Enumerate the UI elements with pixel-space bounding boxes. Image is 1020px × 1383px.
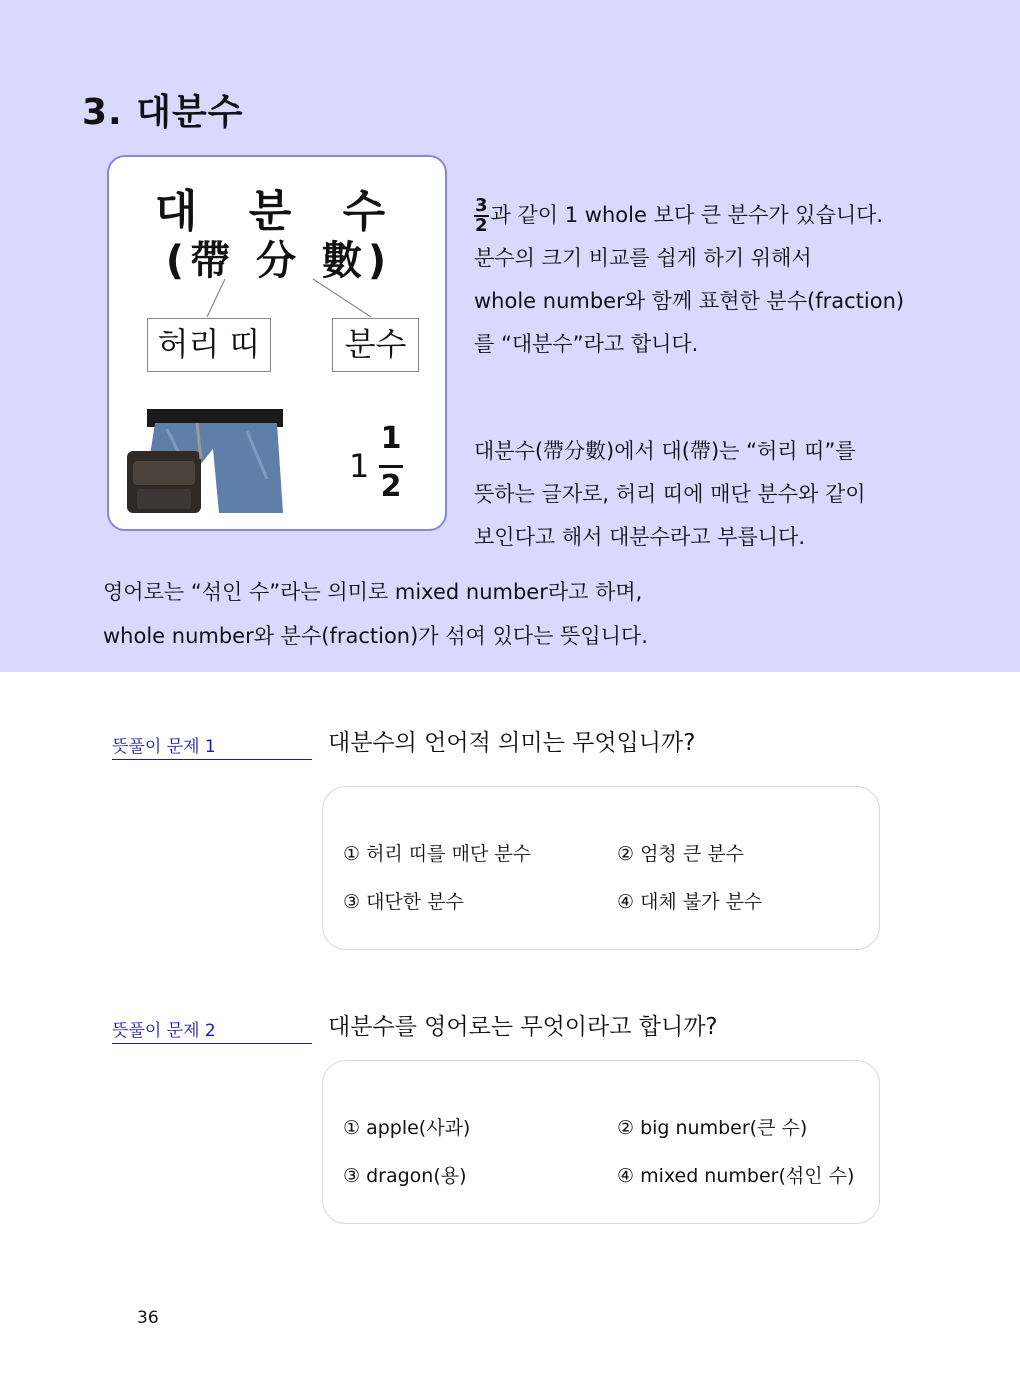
inline-fraction-numerator: 3 <box>475 195 488 216</box>
mixed-number-whole: 1 <box>349 447 370 485</box>
question-1-choice-3[interactable]: ③ 대단한 분수 <box>343 891 464 913</box>
label-belt: 허리 띠 <box>147 318 271 372</box>
question-2-text: 대분수를 영어로는 무엇이라고 합니까? <box>328 1014 718 1040</box>
question-1-choice-4[interactable]: ④ 대체 불가 분수 <box>617 891 763 913</box>
section-title: 3. 대분수 <box>82 92 244 133</box>
mixed-number-example <box>349 421 429 507</box>
fraction-bar <box>379 465 403 468</box>
question-1-text: 대분수의 언어적 의미는 무엇입니까? <box>328 730 696 756</box>
question-2-choice-3[interactable]: ③ dragon(용) <box>343 1165 467 1187</box>
english-line-1: 영어로는 “섞인 수”라는 의미로 mixed number라고 하며, <box>103 580 643 604</box>
intro-line-2: 분수의 크기 비교를 쉽게 하기 위해서 <box>474 246 812 270</box>
concept-card <box>107 155 447 531</box>
belt-pouch-image <box>127 409 283 513</box>
term-hanja: (帶 分 數) <box>165 238 393 284</box>
inline-fraction-denominator: 2 <box>475 215 488 236</box>
intro-line-1 <box>474 194 904 237</box>
origin-line-2: 뜻하는 글자로, 허리 띠에 매단 분수와 같이 <box>474 482 866 506</box>
question-2-choice-1[interactable]: ① apple(사과) <box>343 1117 471 1139</box>
label-fraction: 분수 <box>332 318 419 372</box>
mixed-number-numerator: 1 <box>380 421 402 456</box>
question-1-label: 뜻풀이 문제 1 <box>112 732 312 760</box>
question-2-label: 뜻풀이 문제 2 <box>112 1016 312 1044</box>
mixed-number-denominator: 2 <box>380 469 402 504</box>
english-line-2: whole number와 분수(fraction)가 섞여 있다는 뜻입니다. <box>103 624 648 648</box>
intro-line-4: 를 “대분수”라고 합니다. <box>474 332 699 356</box>
question-2-choice-2[interactable]: ② big number(큰 수) <box>617 1117 808 1139</box>
question-1-choices <box>322 786 880 950</box>
term-korean: 대 분 수 <box>154 186 404 237</box>
intro-line-3: whole number와 함께 표현한 분수(fraction) <box>474 289 905 313</box>
inline-fraction <box>474 197 489 235</box>
intro-paragraph <box>474 194 904 366</box>
question-2-choices <box>322 1060 880 1224</box>
question-2-choice-4[interactable]: ④ mixed number(섞인 수) <box>617 1165 855 1187</box>
page-number: 36 <box>137 1308 159 1328</box>
origin-line-1: 대분수(帶分數)에서 대(帶)는 “허리 띠”를 <box>474 439 856 463</box>
origin-paragraph <box>474 430 866 559</box>
origin-line-3: 보인다고 해서 대분수라고 부릅니다. <box>474 525 805 549</box>
intro-line-1-text: 과 같이 1 whole 보다 큰 분수가 있습니다. <box>490 203 884 227</box>
question-1-choice-1[interactable]: ① 허리 띠를 매단 분수 <box>343 843 532 865</box>
question-1-choice-2[interactable]: ② 엄청 큰 분수 <box>617 843 744 865</box>
